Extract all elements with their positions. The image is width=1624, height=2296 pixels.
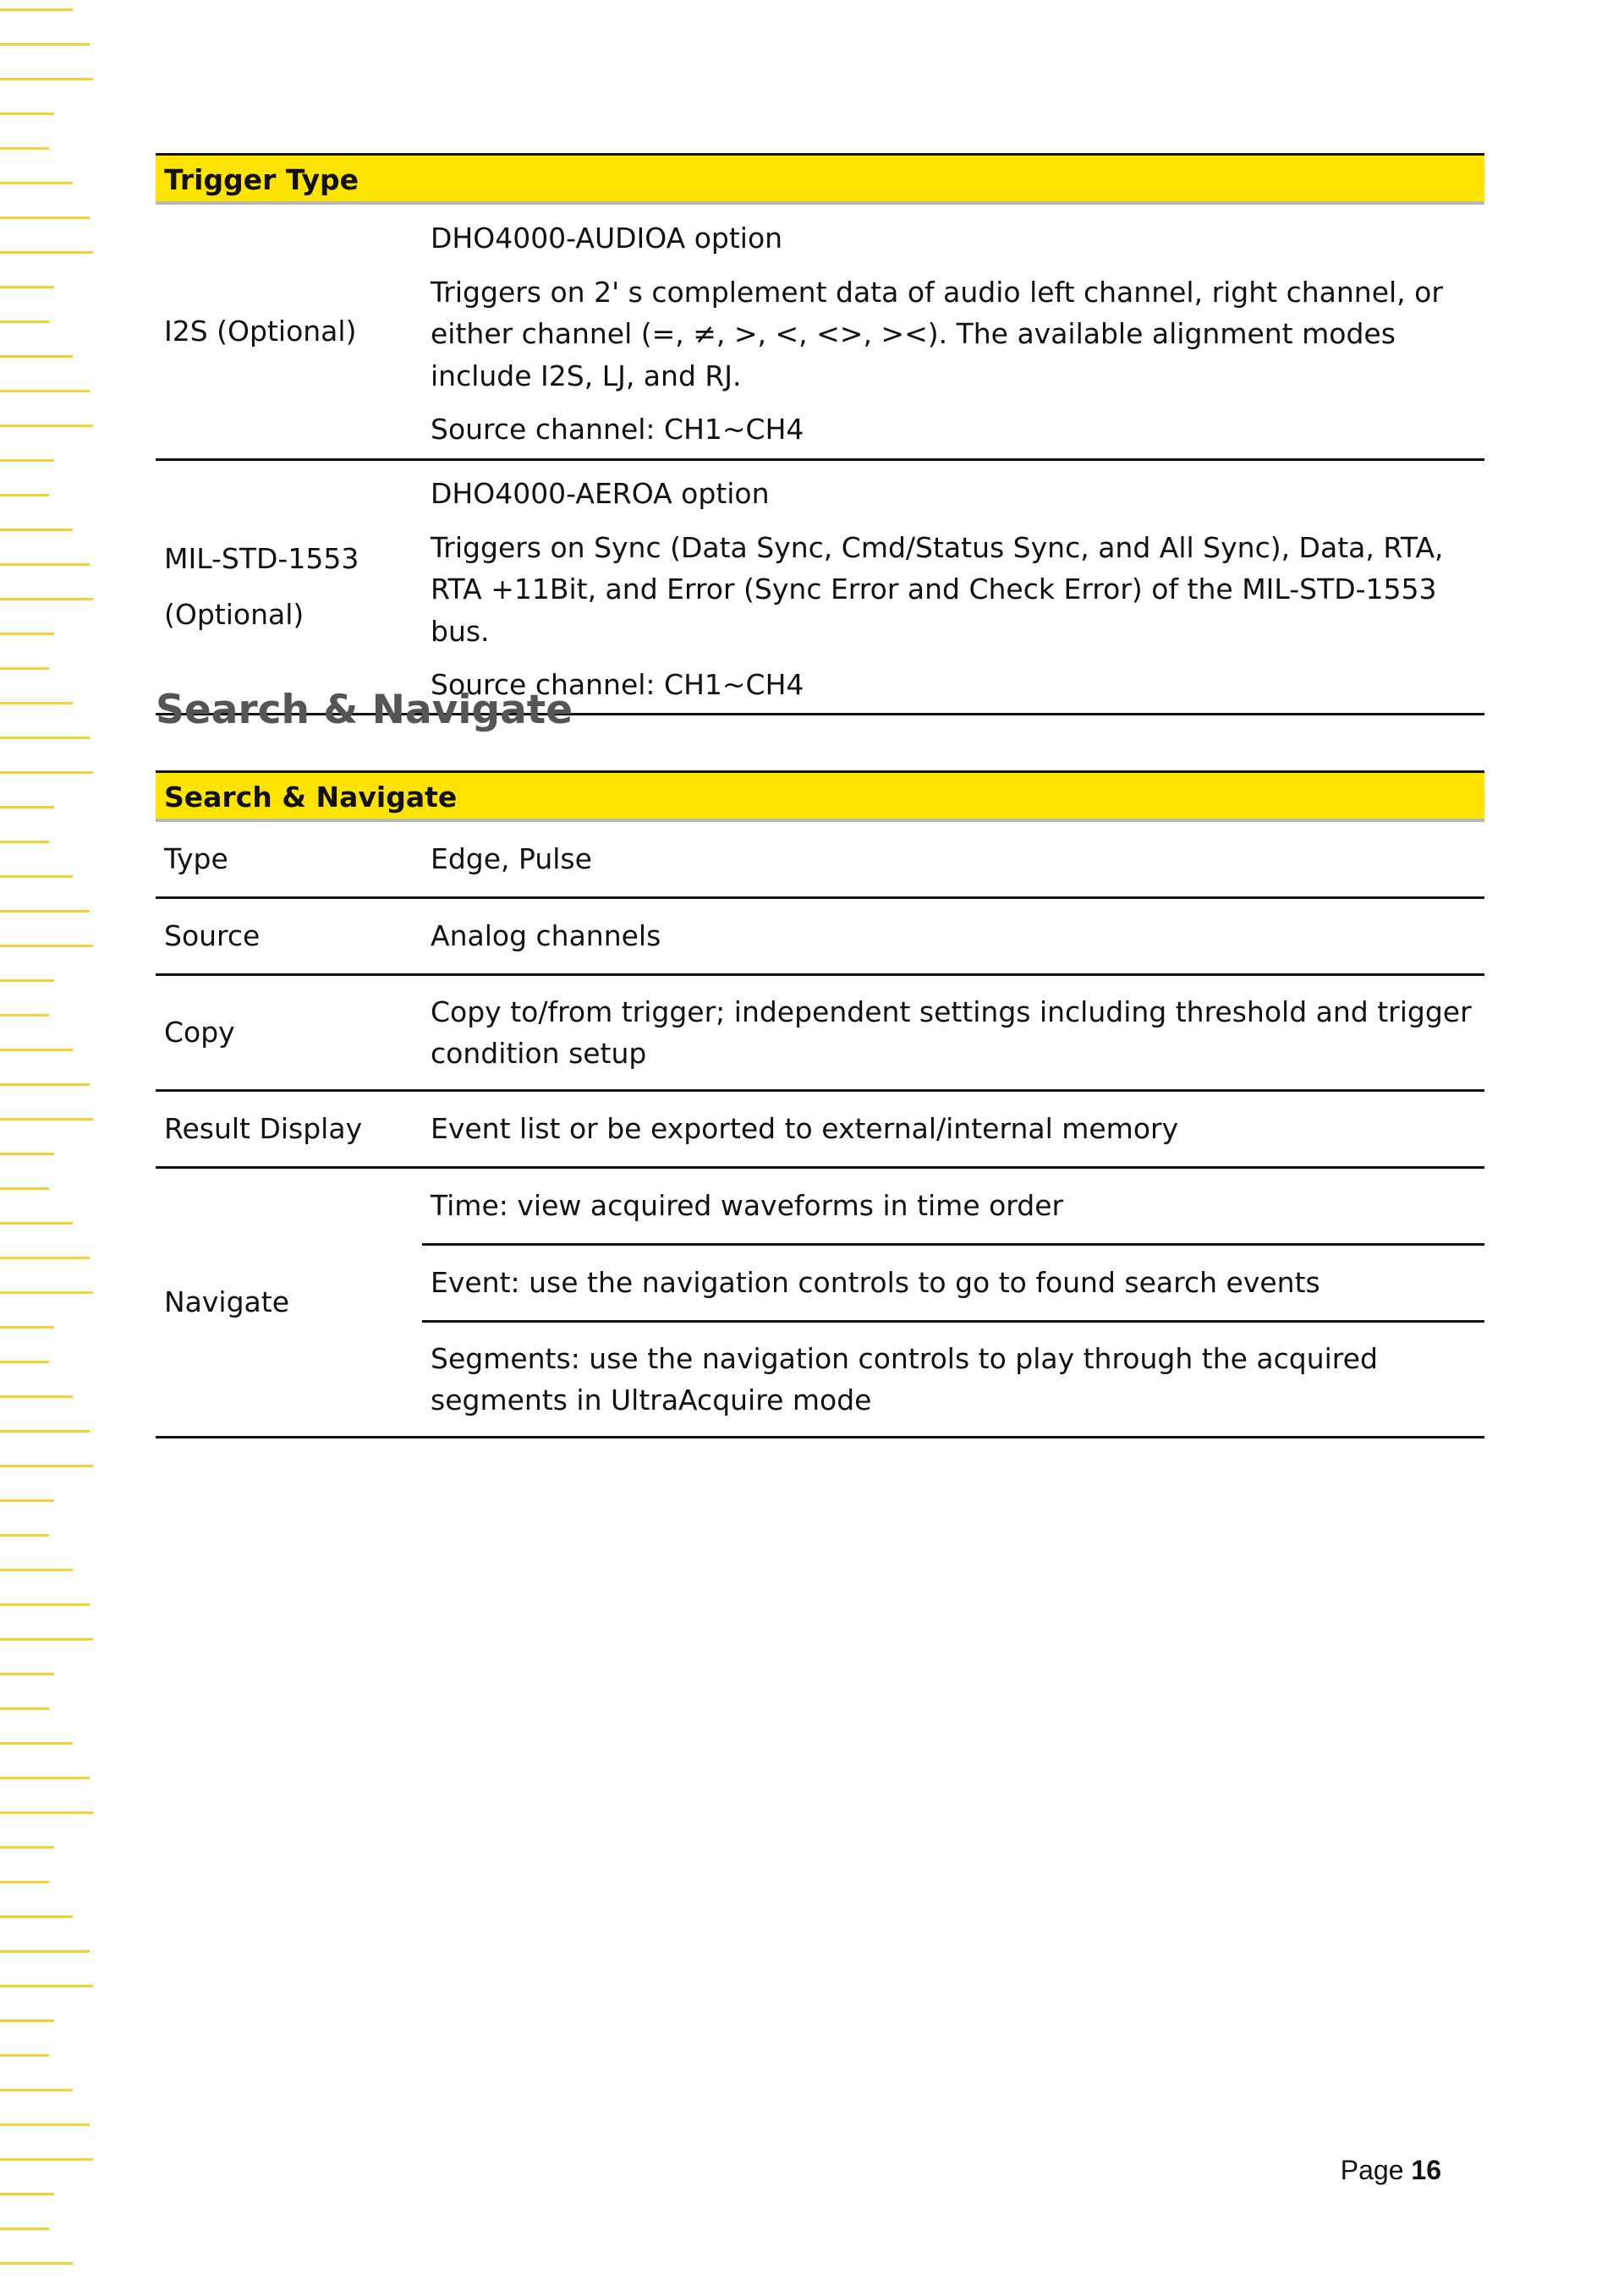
margin-tick (0, 147, 49, 150)
search-navigate-table (156, 770, 1484, 1438)
page-label: Page (1340, 2155, 1404, 2185)
margin-tick (0, 737, 90, 739)
margin-tick (0, 1014, 49, 1016)
margin-tick (0, 598, 93, 600)
margin-tick (0, 78, 93, 80)
margin-tick (0, 771, 93, 774)
margin-tick (0, 1326, 54, 1329)
row-label: Navigate (156, 1168, 422, 1438)
margin-tick (0, 563, 90, 566)
margin-tick (0, 945, 93, 947)
table-row (156, 203, 1484, 460)
margin-tick (0, 1465, 93, 1467)
margin-tick (0, 1291, 93, 1294)
margin-tick (0, 1603, 90, 1606)
navigate-item: Segments: use the navigation controls to play through the acquired segments in UltraAcquire mode (422, 1322, 1484, 1438)
margin-tick (0, 1499, 54, 1502)
margin-tick (0, 390, 90, 392)
margin-tick (0, 1950, 90, 1953)
margin-tick (0, 1361, 49, 1363)
margin-tick (0, 1881, 49, 1883)
row-label-text: I2S (Optional) (164, 315, 357, 348)
description-text: Triggers on 2' s complement data of audio left channel, right channel, or either channel (=, ≠, >, <, <>, ><). The available alignment modes include I2S, LJ, and RJ. (431, 275, 1443, 392)
margin-tick (0, 1049, 73, 1051)
row-label-text: (Optional) (164, 597, 304, 631)
margin-tick (0, 1777, 90, 1779)
option-name: DHO4000-AEROA option (431, 477, 770, 510)
row-description: Edge, Pulse (431, 842, 592, 876)
row-description: Analog channels (431, 919, 661, 953)
table-row (156, 460, 1484, 715)
margin-tick (0, 216, 90, 219)
trigger-type-table (156, 153, 1484, 715)
margin-tick (0, 875, 73, 878)
margin-tick (0, 633, 54, 635)
margin-tick (0, 355, 73, 358)
margin-tick (0, 1985, 93, 1987)
margin-tick (0, 1534, 49, 1537)
margin-tick (0, 286, 54, 288)
margin-tick (0, 2019, 54, 2022)
margin-tick (0, 425, 93, 427)
margin-tick (0, 2054, 49, 2057)
margin-tick (0, 1915, 73, 1918)
margin-tick (0, 1430, 90, 1433)
margin-tick (0, 979, 54, 982)
margin-tick (0, 1673, 54, 1675)
margin-tick (0, 1811, 93, 1814)
row-label: Result Display (164, 1112, 363, 1146)
page-number-value: 16 (1411, 2155, 1441, 2185)
table-row (156, 1091, 1484, 1168)
source-channel-text: Source channel: CH1~CH4 (431, 668, 804, 701)
description-text: Triggers on Sync (Data Sync, Cmd/Status Sync, and All Sync), Data, RTA, RTA +11Bit, and Error (Sync Error and Check Error) of the MIL-STD-1553 bus. (431, 530, 1444, 648)
margin-tick (0, 182, 73, 184)
margin-tick (0, 2262, 73, 2265)
table-header: Trigger Type (156, 155, 1484, 204)
margin-tick (0, 1707, 49, 1710)
section-heading: Search & Navigate (156, 687, 573, 733)
table-row (156, 975, 1484, 1091)
margin-tick (0, 841, 49, 843)
table-row (156, 1168, 1484, 1245)
table-header: Search & Navigate (156, 772, 1484, 821)
row-label: Copy (164, 1016, 235, 1049)
margin-tick (0, 251, 93, 254)
row-description: Event list or be exported to external/internal memory (431, 1112, 1179, 1146)
margin-tick (0, 1569, 73, 1571)
margin-tick (0, 1257, 90, 1259)
margin-tick (0, 1153, 54, 1155)
margin-tick (0, 43, 90, 46)
margin-tick (0, 1846, 54, 1849)
margin-tick (0, 1187, 49, 1190)
table-row (156, 898, 1484, 975)
margin-tick (0, 2228, 49, 2230)
row-label (156, 203, 422, 460)
margin-tick (0, 459, 54, 462)
row-description: Copy to/from trigger; independent settings including threshold and trigger condition setup (431, 995, 1472, 1070)
margin-tick (0, 2123, 90, 2126)
margin-tick (0, 1638, 93, 1641)
row-label: Type (164, 842, 228, 876)
row-label (156, 460, 422, 715)
margin-tick (0, 1742, 73, 1745)
margin-tick (0, 529, 73, 531)
margin-tick (0, 702, 73, 704)
margin-tick (0, 667, 49, 670)
page-number (1341, 2155, 1441, 2186)
margin-tick (0, 1395, 73, 1398)
margin-tick (0, 1118, 93, 1121)
margin-tick-decoration (0, 0, 102, 2296)
margin-tick (0, 321, 49, 323)
margin-tick (0, 8, 73, 11)
margin-tick (0, 1222, 73, 1225)
margin-tick (0, 910, 90, 912)
margin-tick (0, 494, 49, 496)
row-description (422, 203, 1484, 460)
margin-tick (0, 2089, 73, 2091)
row-label-text: MIL-STD-1553 (164, 542, 359, 576)
row-label: Source (164, 919, 261, 953)
table-row (156, 820, 1484, 898)
margin-tick (0, 1083, 90, 1086)
source-channel-text: Source channel: CH1~CH4 (431, 413, 804, 447)
margin-tick (0, 112, 54, 115)
row-description (422, 460, 1484, 715)
navigate-item: Time: view acquired waveforms in time order (422, 1168, 1484, 1245)
margin-tick (0, 2158, 93, 2161)
option-name: DHO4000-AUDIOA option (431, 222, 783, 255)
navigate-item: Event: use the navigation controls to go to found search events (422, 1245, 1484, 1322)
margin-tick (0, 2193, 54, 2195)
margin-tick (0, 806, 54, 808)
